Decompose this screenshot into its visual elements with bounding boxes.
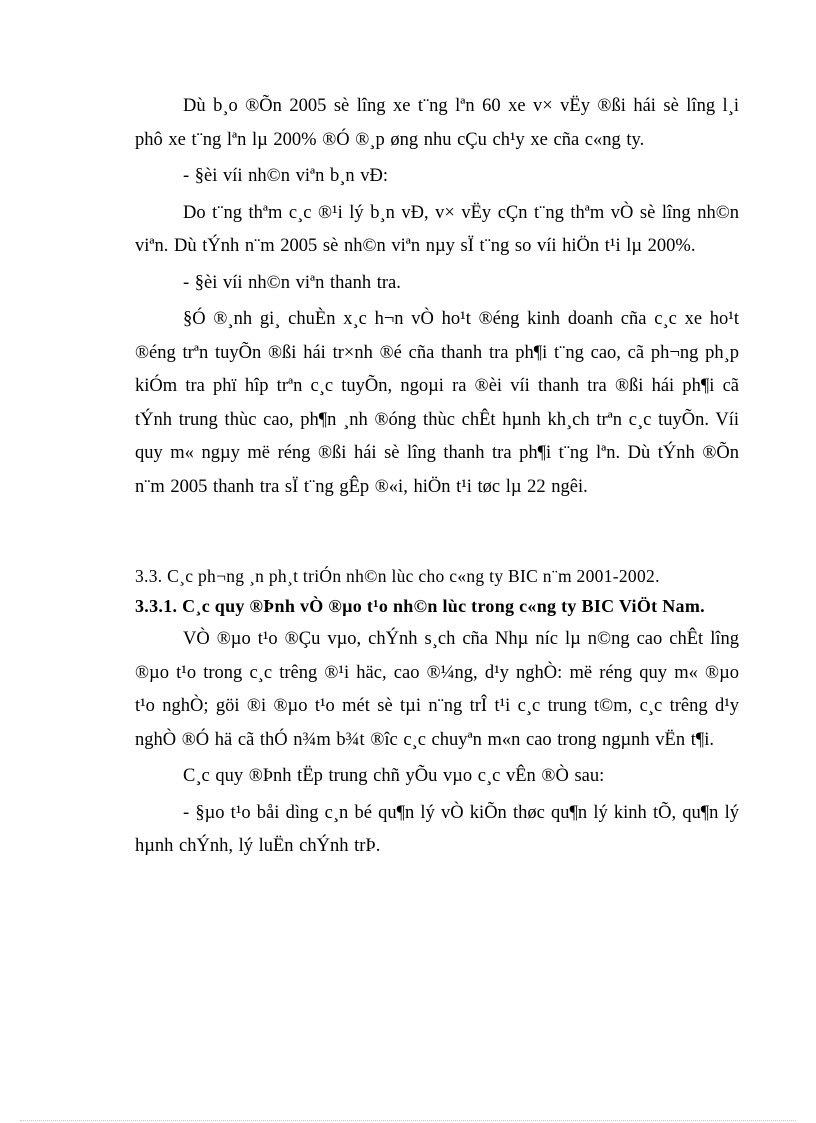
section-heading: 3.3. C¸c ph¬ng ¸n ph¸t triÓn nh©n lùc cho c«ng ty BIC n¨m 2001-2002. — [135, 566, 660, 586]
paragraph-driver-forecast: Dù b¸o ®Õn 2005 sè lîng xe t¨ng lªn 60 xe v× vËy ®ßi hái sè lîng l¸i phô xe t¨ng lªn lµ 200% ®Ó ®¸p øng nhu cÇu ch¹y xe cña c«ng ty. — [135, 96, 739, 150]
subsection-heading: 3.3.1. C¸c quy ®Þnh vÒ ®µo t¹o nh©n lùc trong c«ng ty BIC ViÖt Nam. — [135, 596, 705, 616]
paragraph-inspector: §Ó ®¸nh gi¸ chuÈn x¸c h¬n vÒ ho¹t ®éng kinh doanh cña c¸c xe ho¹t ®éng trªn tuyÕn ®ßi hái tr×nh ®é cña thanh tra ph¶i t¨ng cao, cã ph¬ng ph¸p kiÓm tra phï hîp trªn c¸c tuyÕn, ngoµi ra ®èi víi thanh tra ®ßi hái ph¶i cã tÝnh trung thùc cao, ph¶n ¸nh ®óng thùc chÊt hµnh kh¸ch trªn c¸c tuyÕn. Víi quy m« ngµy më réng ®ßi hái sè lîng thanh tra ph¶i t¨ng lªn. Dù tÝnh ®Õn n¨m 2005 thanh tra sÏ t¨ng gÊp ®«i, hiÖn t¹i tøc lµ 22 ngêi. — [135, 309, 739, 497]
paragraph-ticket-staff-heading: - §èi víi nh©n viªn b¸n vÐ: — [183, 166, 389, 186]
paragraph-training-policy: VÒ ®µo t¹o ®Çu vµo, chÝnh s¸ch cña Nhµ níc lµ n©ng cao chÊt lîng ®µo t¹o trong c¸c trêng ®¹i häc, cao ®¼ng, d¹y nghÒ: më réng quy m« ®µo t¹o nghÒ; göi ®i ®µo t¹o mét sè tµi n¨ng trÎ t¹i c¸c trung t©m, c¸c trêng d¹y nghÒ ®Ó hä cã thÓ n¾m b¾t ®îc c¸c chuyªn m«n cao trong ngµnh vËn t¶i. — [135, 629, 739, 750]
paragraph-inspector-heading: - §èi víi nh©n viªn thanh tra. — [183, 272, 401, 293]
section-spacer — [135, 507, 739, 561]
page-bottom-rule — [20, 1120, 796, 1121]
paragraph-ticket-staff: Do t¨ng thªm c¸c ®¹i lý b¸n vÐ, v× vËy cÇn t¨ng thªm vÒ sè lîng nh©n viªn. Dù tÝnh n¨m 2005 sè nh©n viªn nµy sÏ t¨ng so víi hiÖn t¹i lµ 200%. — [135, 202, 739, 256]
document-body — [135, 90, 739, 867]
paragraph-manager-training: - §µo t¹o båi dìng c¸n bé qu¶n lý vÒ kiÕn thøc qu¶n lý kinh tÕ, qu¶n lý hµnh chÝnh, lý luËn chÝnh trÞ. — [135, 802, 739, 856]
paragraph-regulations-intro: C¸c quy ®Þnh tËp trung chñ yÕu vµo c¸c vÊn ®Ò sau: — [183, 766, 605, 786]
